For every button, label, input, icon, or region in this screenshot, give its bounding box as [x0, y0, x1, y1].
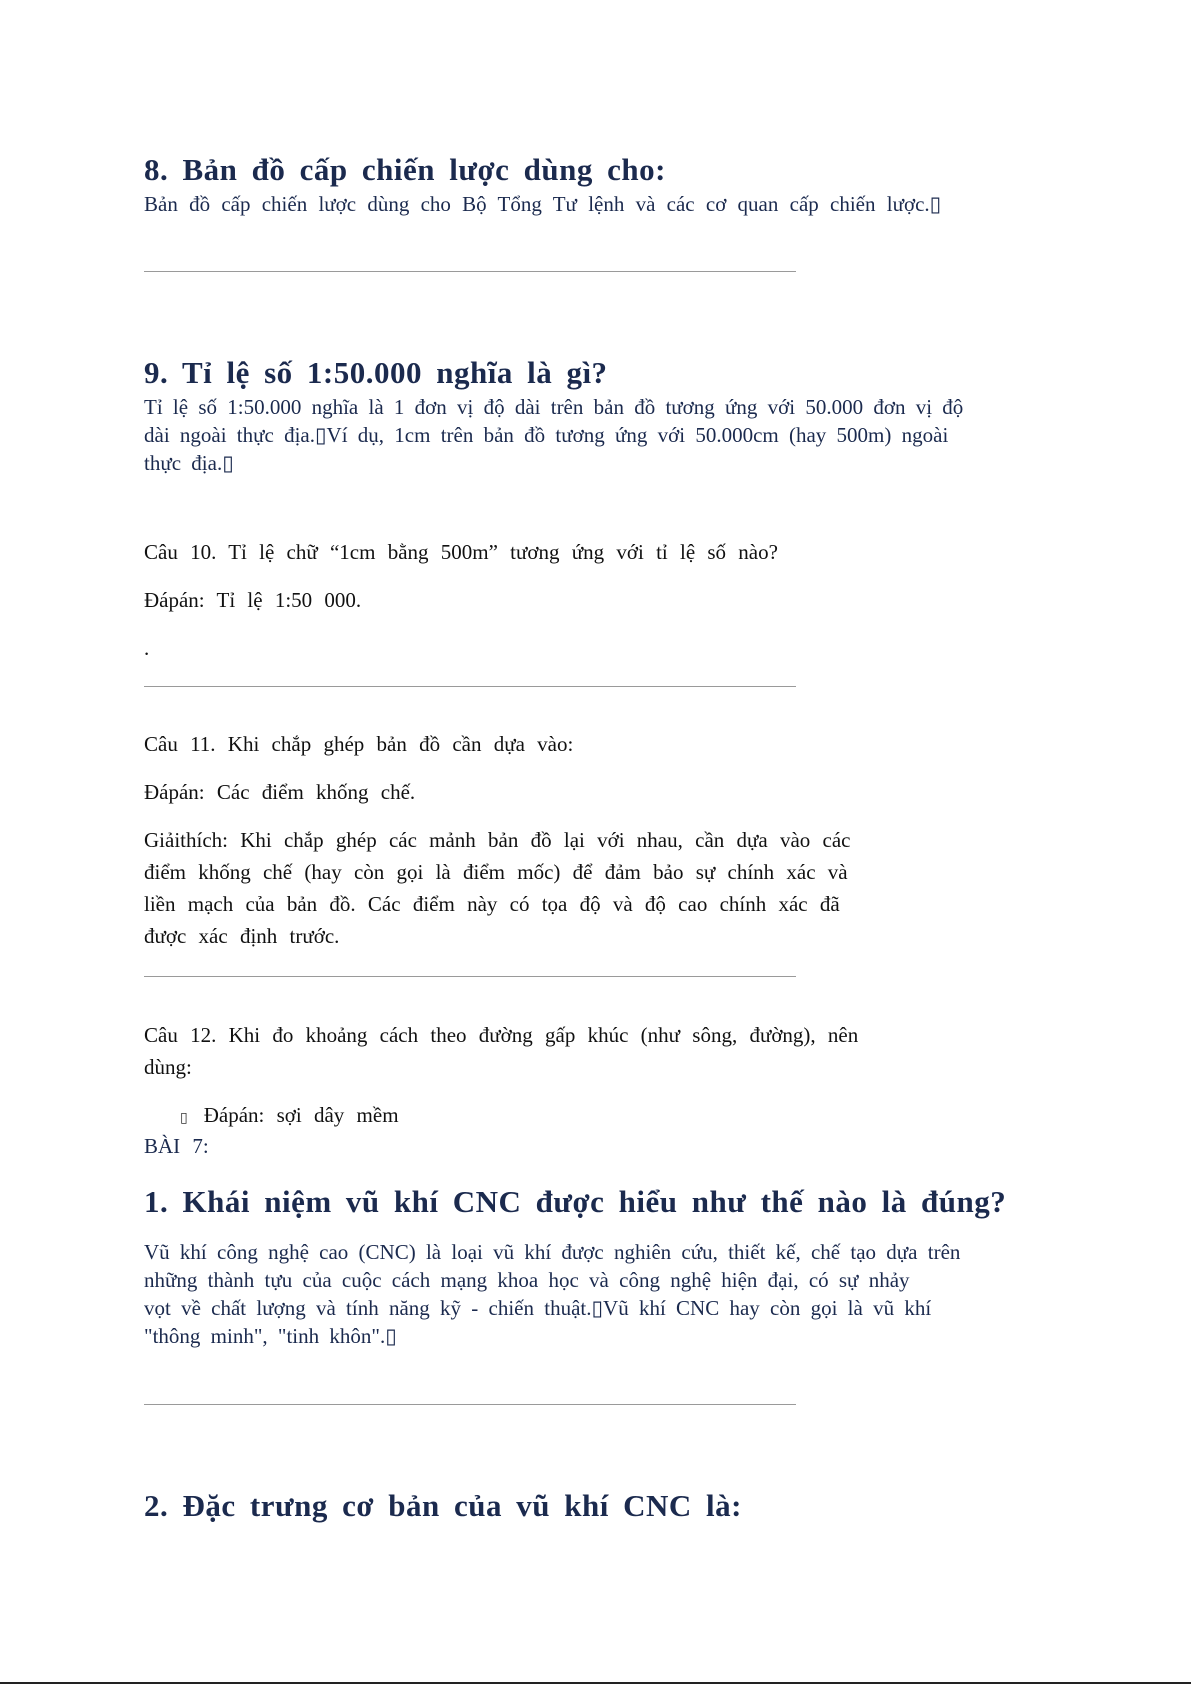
lesson-label: BÀI 7:	[144, 1134, 209, 1158]
q9-answer	[144, 393, 963, 477]
q11-explanation-line: liền mạch của bản đồ. Các điểm này có tọa độ và độ cao chính xác đã	[144, 892, 840, 916]
b7q1-answer-line: những thành tựu của cuộc cách mạng khoa học và công nghệ hiện đại, có sự nhảy	[144, 1268, 910, 1292]
q8-answer: Bản đồ cấp chiến lược dùng cho Bộ Tổng Tư lệnh và các cơ quan cấp chiến lược.▯	[144, 192, 942, 216]
divider	[144, 271, 796, 272]
bullet-icon: ▯	[180, 1111, 188, 1126]
q11-explanation-line: Giảithích: Khi chắp ghép các mảnh bản đồ lại với nhau, cần dựa vào các	[144, 828, 851, 852]
q9-title: 9. Tỉ lệ số 1:50.000 nghĩa là gì?	[144, 355, 608, 390]
q12-question-line: dùng:	[144, 1055, 192, 1079]
page-bottom-edge	[0, 1682, 1191, 1684]
q10-answer: Đápán: Tỉ lệ 1:50 000.	[144, 588, 362, 612]
divider	[144, 976, 796, 977]
q11-explanation	[144, 824, 851, 952]
b7q1-answer-line: "thông minh", "tinh khôn".▯	[144, 1324, 397, 1348]
b7q1-title: 1. Khái niệm vũ khí CNC được hiểu như thế nào là đúng?	[144, 1184, 1007, 1219]
q9-answer-line: Tỉ lệ số 1:50.000 nghĩa là 1 đơn vị độ dài trên bản đồ tương ứng với 50.000 đơn vị độ	[144, 395, 964, 419]
q10-dot: .	[144, 636, 150, 660]
q9-answer-line: dài ngoài thực địa.▯Ví dụ, 1cm trên bản đồ tương ứng với 50.000cm (hay 500m) ngoài	[144, 423, 949, 447]
divider	[144, 686, 796, 687]
q11-answer: Đápán: Các điểm khống chế.	[144, 780, 416, 804]
q10-question: Câu 10. Tỉ lệ chữ “1cm bằng 500m” tương ứng với tỉ lệ số nào?	[144, 540, 778, 564]
q8-title: 8. Bản đồ cấp chiến lược dùng cho:	[144, 152, 666, 187]
divider	[144, 1404, 796, 1405]
b7q1-answer-line: vọt về chất lượng và tính năng kỹ - chiến thuật.▯Vũ khí CNC hay còn gọi là vũ khí	[144, 1296, 932, 1320]
q12-question	[144, 1019, 858, 1083]
q12-answer: Đápán: sợi dây mềm	[203, 1103, 399, 1127]
q11-explanation-line: điểm khống chế (hay còn gọi là điểm mốc) để đảm bảo sự chính xác và	[144, 860, 848, 884]
q12-answer-item	[180, 1099, 399, 1135]
q11-explanation-line: được xác định trước.	[144, 924, 340, 948]
q9-answer-line: thực địa.▯	[144, 451, 234, 475]
q12-question-line: Câu 12. Khi đo khoảng cách theo đường gấp khúc (như sông, đường), nên	[144, 1023, 859, 1047]
q11-question: Câu 11. Khi chắp ghép bản đồ cần dựa vào:	[144, 732, 574, 756]
b7q1-answer-line: Vũ khí công nghệ cao (CNC) là loại vũ khí được nghiên cứu, thiết kế, chế tạo dựa trên	[144, 1240, 961, 1264]
b7q1-answer	[144, 1238, 960, 1350]
b7q2-title: 2. Đặc trưng cơ bản của vũ khí CNC là:	[144, 1488, 742, 1523]
